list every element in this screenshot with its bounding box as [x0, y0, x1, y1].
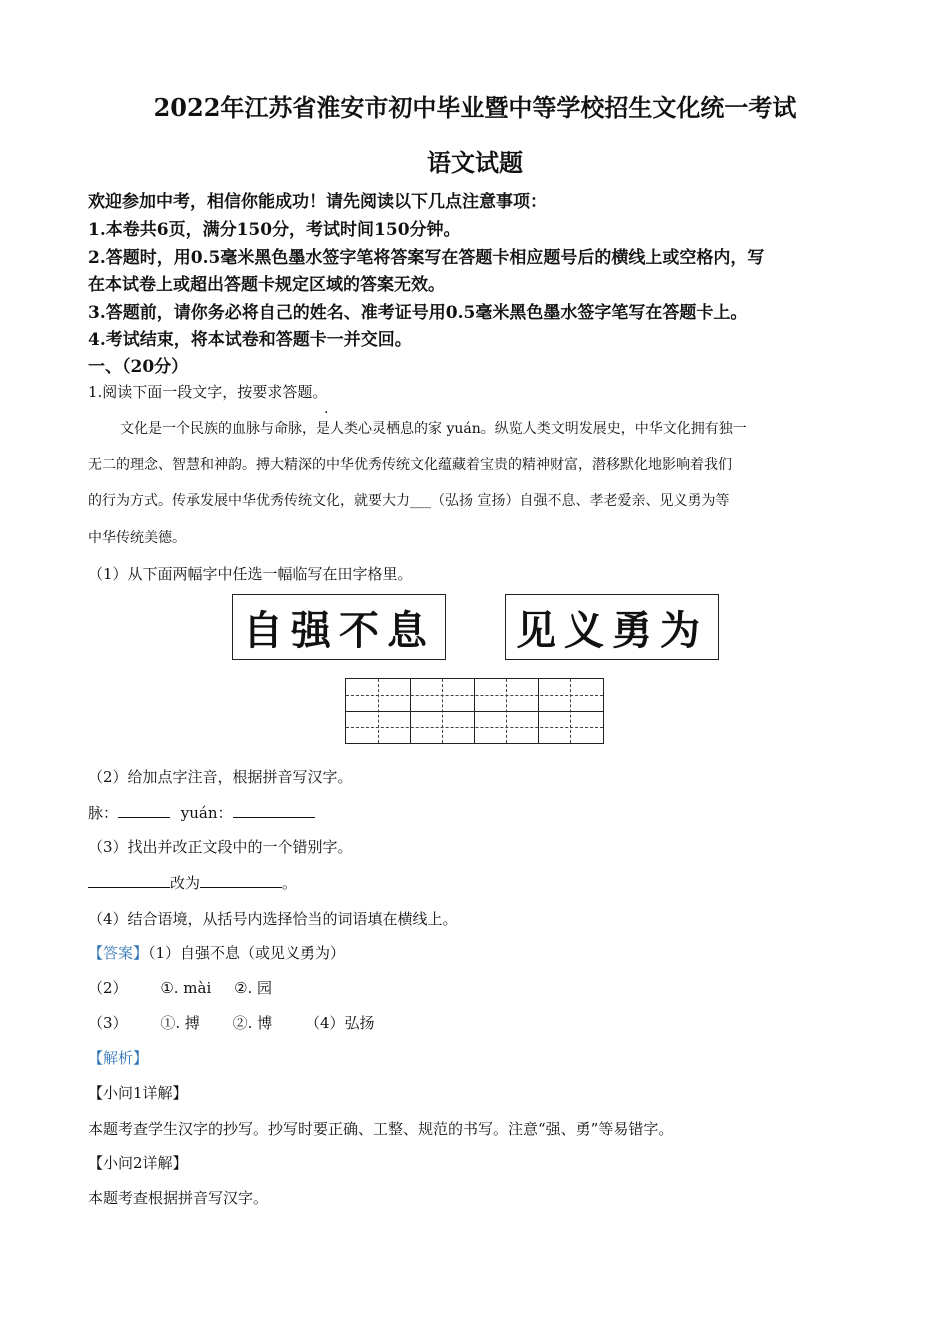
answer-item: ②. 博: [232, 1014, 273, 1032]
subquestion-2: （2）给加点字注音，根据拼音写汉字。: [88, 768, 353, 786]
pinyin-answer-line: [88, 802, 315, 823]
answer-number: （2）: [88, 979, 128, 997]
question-prompt: 1.阅读下面一段文字，按要求答题。: [88, 383, 328, 401]
notice-item: 3.答题前，请你务必将自己的姓名、准考证号用0.5毫米黑色墨水签字笔写在答题卡上。: [88, 303, 748, 323]
subquestion-4: （4）结合语境，从括号内选择恰当的词语填在横线上。: [88, 910, 458, 928]
passage-line: 无二的理念、智慧和神韵。搏大精深的中华优秀传统文化蕴藏着宝贵的精神财富，潜移默化地影响着我们: [88, 457, 732, 473]
exam-subtitle: 语文试题: [427, 148, 523, 177]
notice-item: 4.考试结束，将本试卷和答题卡一并交回。: [88, 330, 412, 350]
subquestion-3: （3）找出并改正文段中的一个错别字。: [88, 838, 353, 856]
answer-blank-yuan[interactable]: [233, 803, 315, 818]
notice-intro: 欢迎参加中考，相信你能成功！请先阅读以下几点注意事项：: [88, 192, 547, 212]
answer-number: （3）: [88, 1014, 128, 1032]
analysis-text: 本题考查学生汉字的抄写。抄写时要正确、工整、规范的书写。注意“强、勇”等易错字。: [88, 1120, 674, 1138]
label-yuan: yuán：: [180, 804, 233, 822]
answer-line-3: [88, 1012, 375, 1033]
answer-item: ①. 搏: [160, 1014, 200, 1032]
period: 。: [282, 874, 298, 892]
answer-blank-correct-char[interactable]: [200, 873, 282, 888]
answer-blank-wrong-char[interactable]: [88, 873, 170, 888]
label-mai: 脉：: [88, 804, 119, 822]
answer-item: （4）弘扬: [304, 1014, 375, 1032]
emphasis-dot: ·: [324, 405, 329, 421]
calligraphy-sample-right: [505, 594, 719, 660]
answer-line-2: [88, 977, 272, 998]
answer-line-1: [88, 942, 345, 963]
answer-blank-mai[interactable]: [118, 803, 170, 818]
calligraphy-text: 自强不息: [243, 606, 435, 654]
calligraphy-sample-left: [232, 594, 446, 660]
analysis-subheading: 【小问2详解】: [88, 1154, 188, 1172]
tianzi-grid[interactable]: [345, 678, 604, 744]
correction-line: [88, 872, 297, 893]
label-change-to: 改为: [170, 874, 201, 892]
notice-item: 2.答题时，用0.5毫米黑色墨水签字笔将答案写在答题卡相应题号后的横线上或空格内，写: [88, 248, 765, 268]
analysis-subheading: 【小问1详解】: [88, 1084, 188, 1102]
subquestion-1: （1）从下面两幅字中任选一幅临写在田字格里。: [88, 565, 413, 583]
analysis-text: 本题考查根据拼音写汉字。: [88, 1189, 269, 1207]
calligraphy-text: 见义勇为: [516, 606, 708, 654]
section-heading: 一、（20分）: [88, 357, 189, 377]
answer-item: ②. 园: [234, 979, 273, 997]
answer-item: ①. mài: [160, 979, 212, 997]
notice-item: 在本试卷上或超出答题卡规定区域的答案无效。: [88, 275, 445, 295]
answer-label: 【答案】: [88, 944, 149, 962]
answer-text: （1）自强不息（或见义勇为）: [148, 944, 346, 962]
passage-line: 的行为方式。传承发展中华优秀传统文化，就要大力___（弘扬 宣扬）自强不息、孝老爱亲、见义勇为等: [88, 493, 730, 509]
passage-line: 文化是一个民族的血脉与命脉，是人类心灵栖息的家 yuán。纵览人类文明发展史，中华文化拥有独一: [120, 421, 747, 437]
passage-line: 中华传统美德。: [88, 530, 186, 546]
analysis-label: 【解析】: [88, 1049, 149, 1067]
exam-title: 2022年江苏省淮安市初中毕业暨中等学校招生文化统一考试: [153, 93, 797, 122]
notice-item: 1.本卷共6页，满分150分，考试时间150分钟。: [88, 220, 461, 240]
